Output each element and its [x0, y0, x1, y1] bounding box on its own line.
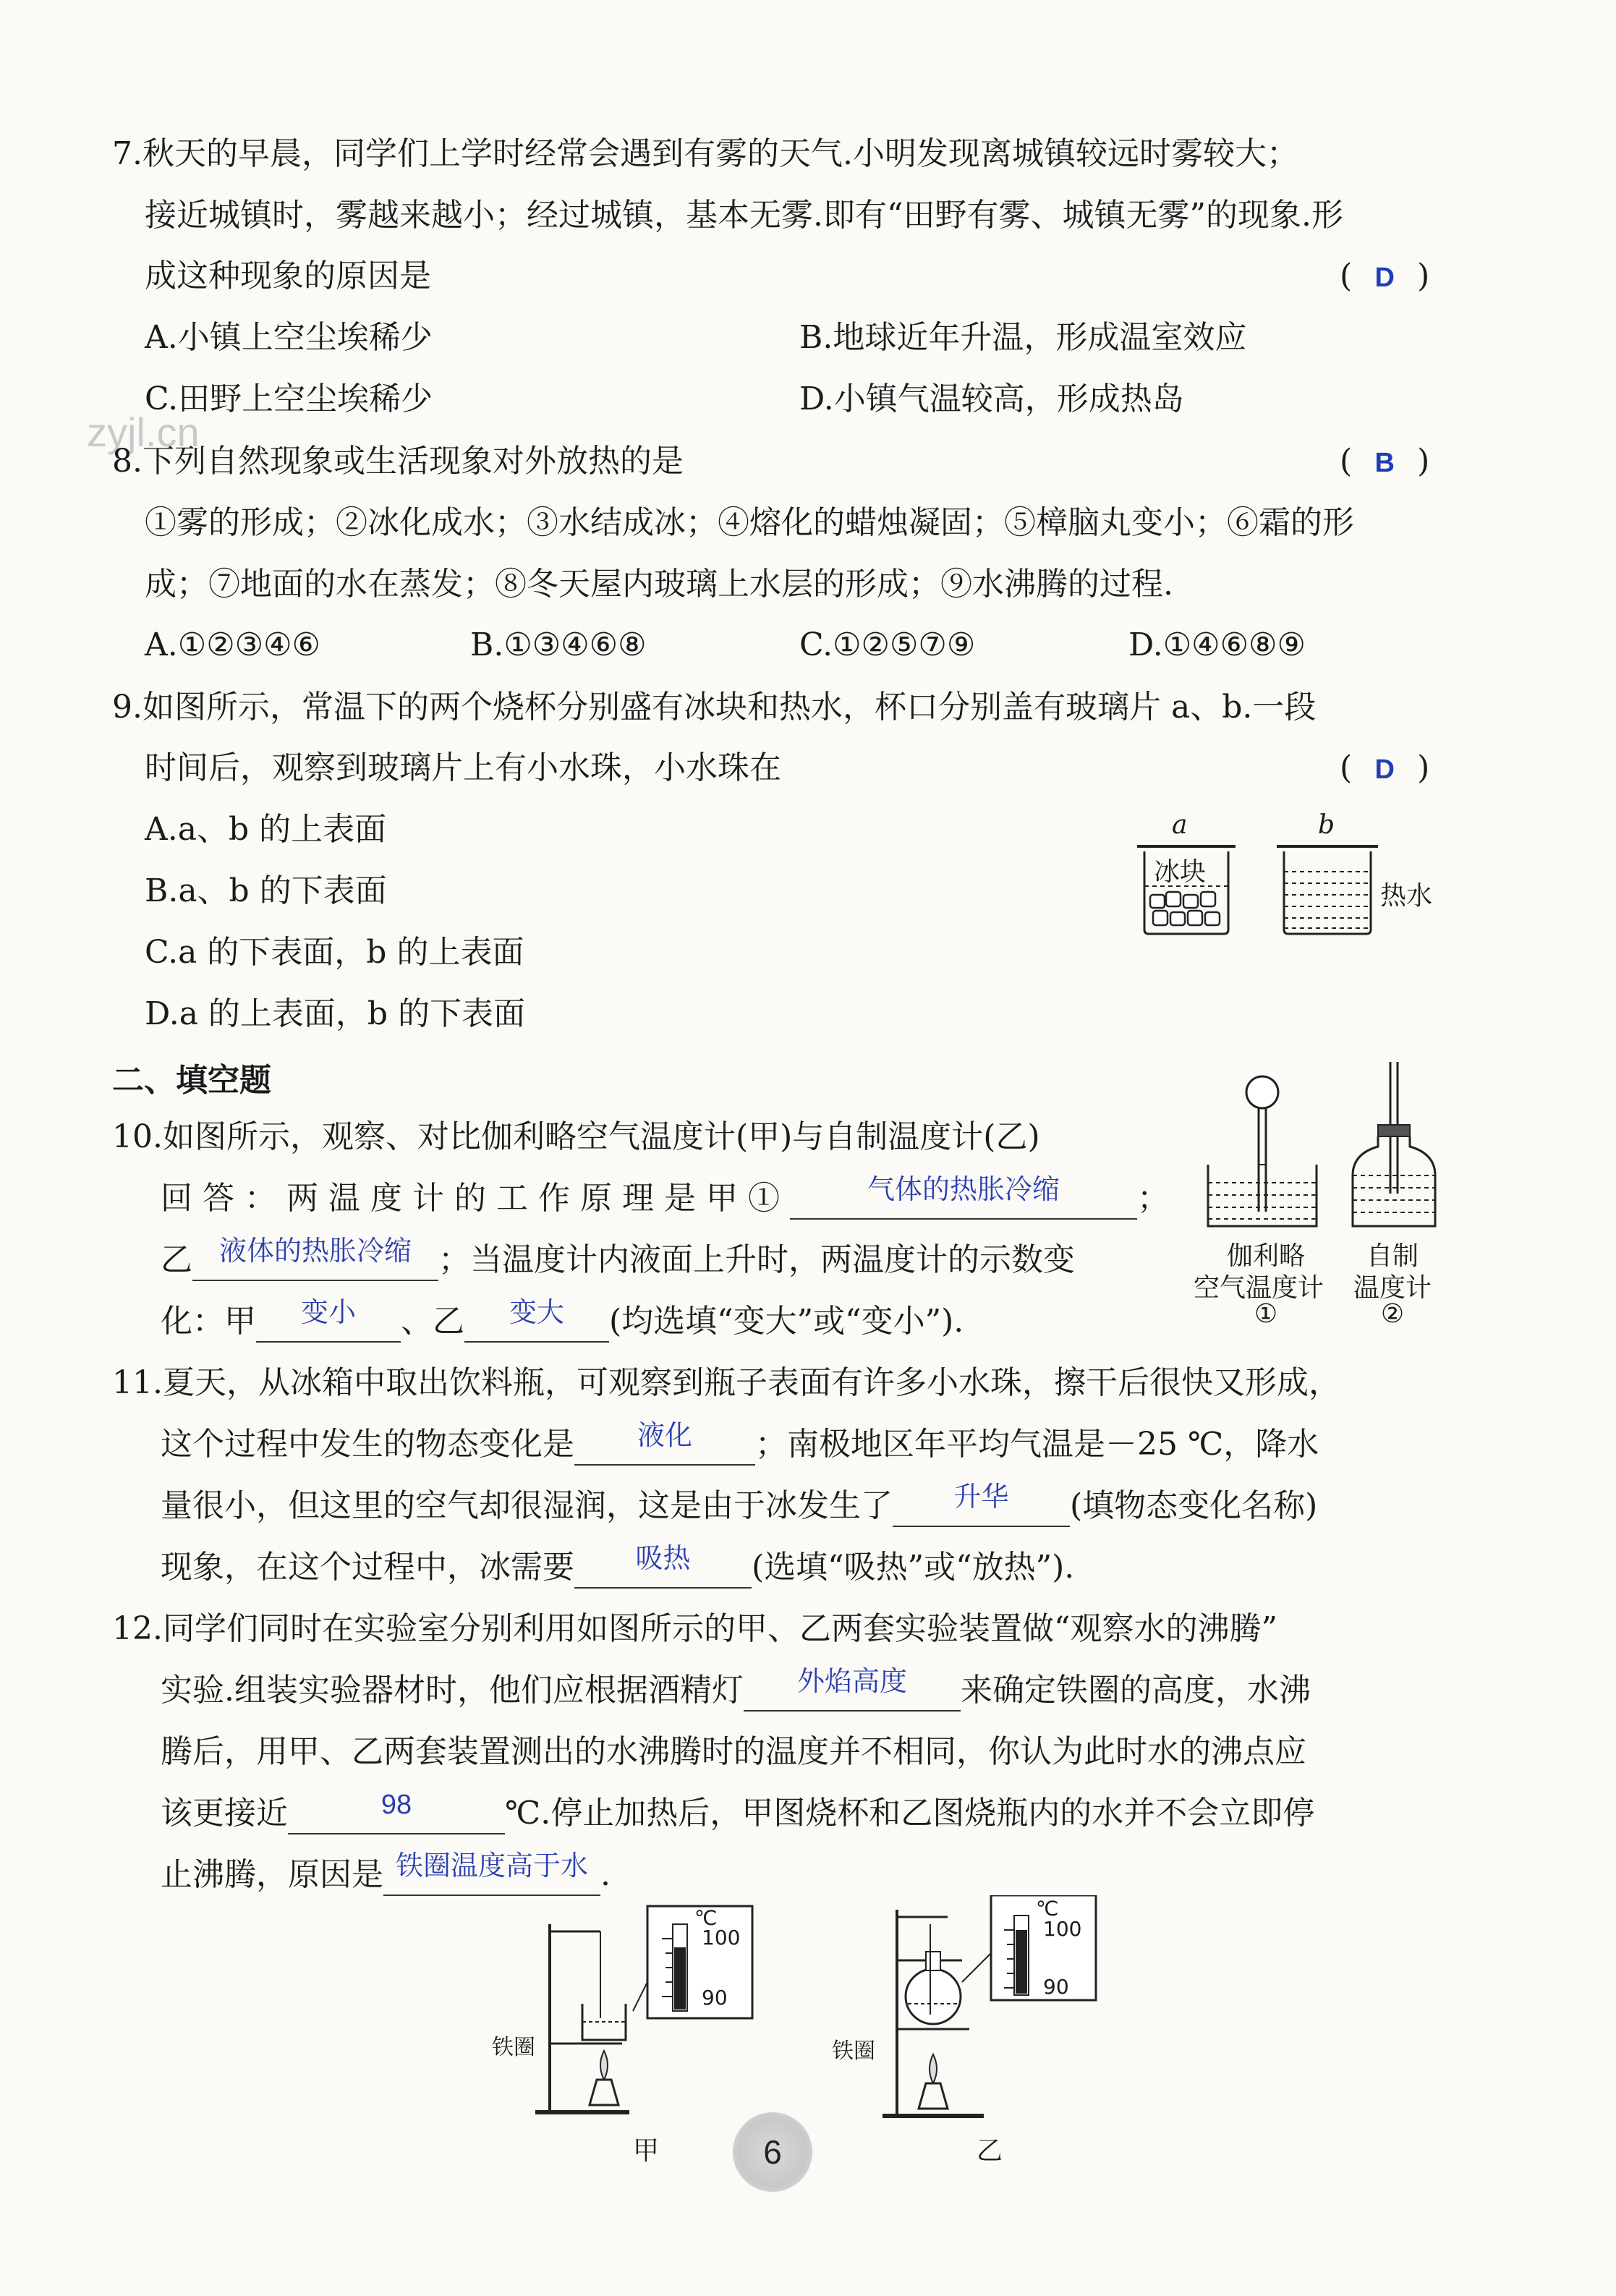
q9-option-d: D.a 的上表面，b 的下表面: [145, 995, 526, 1032]
q8-line-2: ①雾的形成；②冰化成水；③水结成冰；④熔化的蜡烛凝固；⑤樟脑丸变小；⑥霜的形: [145, 504, 1354, 541]
q11-blank-2-answer: 升华: [953, 1482, 1009, 1513]
q10-line-1: 10.如图所示，观察、对比伽利略空气温度计(甲)与自制温度计(乙): [112, 1118, 1040, 1155]
q9-line-1: 9.如图所示，常温下的两个烧杯分别盛有冰块和热水，杯口分别盖有玻璃片 a、b.一段: [112, 689, 1317, 726]
unit-label-right: ℃: [1036, 1897, 1059, 1921]
q9-option-b: B.a、b 的下表面: [145, 872, 387, 909]
q12-blank-3-answer: 铁圈温度高于水: [395, 1851, 588, 1882]
q10-line-4-post: (均选填“变大”或“变小”).: [609, 1303, 964, 1340]
q9-answer: D: [1374, 754, 1395, 785]
ring-label-left: 铁圈: [492, 2035, 535, 2060]
q11-line-4: [161, 1546, 1074, 1589]
caption-jia: 甲: [633, 2136, 660, 2166]
tick-90-left: 90: [702, 1986, 728, 2010]
q10-line-4: [161, 1300, 964, 1343]
unit-label-left: ℃: [694, 1906, 718, 1930]
tick-100-left: 100: [702, 1926, 741, 1950]
ice-label: 冰块: [1154, 857, 1207, 887]
q12-blank-2-answer: 98: [380, 1790, 412, 1820]
q10-blank-4-answer: 变大: [509, 1298, 564, 1328]
q12-blank-1-answer: 外焰高度: [796, 1667, 907, 1697]
q10-line-4-mid: 、乙: [401, 1303, 464, 1340]
q8-option-b: B.①③④⑥⑧: [470, 626, 647, 663]
q7-answer-box: ( D ): [1340, 255, 1429, 299]
section-title: 二、填空题: [112, 1062, 271, 1099]
q11-blank-2: [893, 1482, 1070, 1527]
q12-line-4: [161, 1792, 1314, 1835]
q10-blank-4: [464, 1298, 609, 1343]
tick-100-right: 100: [1043, 1917, 1082, 1941]
q11-blank-1: [574, 1421, 755, 1466]
q11-line-4-post: (选填“吸热”或“放热”).: [752, 1549, 1075, 1586]
galileo-caption-1: 伽利略: [1226, 1241, 1305, 1271]
q10-blank-1-answer: 气体的热胀冷缩: [867, 1175, 1060, 1205]
q12-line-5: [161, 1853, 611, 1897]
q8-option-c: C.①②⑤⑦⑨: [799, 626, 976, 663]
homemade-number: ②: [1380, 1299, 1405, 1329]
homemade-caption-1: 自制: [1366, 1241, 1419, 1271]
q10-blank-3: [256, 1298, 401, 1343]
q9-option-a: A.a、b 的上表面: [145, 811, 387, 848]
tick-90-right: 90: [1043, 1975, 1069, 1999]
q8-option-d: D.①④⑥⑧⑨: [1128, 626, 1306, 663]
thermometers-drawing: [1179, 1056, 1454, 1237]
q7-option-d: D.小镇气温较高，形成热岛: [799, 380, 1184, 417]
q7-option-b: B.地球近年升温，形成温室效应: [799, 319, 1247, 356]
q10-line-2: [161, 1177, 1169, 1220]
q10-line-3-pre: 乙: [161, 1241, 192, 1278]
q11-line-1: 11.夏天，从冰箱中取出饮料瓶，可观察到瓶子表面有许多小水珠，擦干后很快又形成，: [112, 1364, 1340, 1401]
apparatus-drawing: [492, 1895, 1128, 2141]
q8-option-a: A.①②③④⑥: [145, 626, 320, 663]
q11-line-3-post: (填物态变化名称): [1070, 1487, 1318, 1524]
q11-line-2-pre: 这个过程中发生的物态变化是: [161, 1426, 574, 1463]
galileo-caption-2: 空气温度计: [1193, 1273, 1324, 1303]
q10-line-2-post: ；: [1137, 1180, 1169, 1217]
q10-line-3: [161, 1238, 1075, 1282]
q7-answer: D: [1374, 263, 1395, 293]
q11-line-3-pre: 量很小，但这里的空气却很湿润，这是由于冰发生了: [161, 1487, 893, 1524]
q11-line-3: [161, 1484, 1317, 1528]
q9-line-2: 时间后，观察到玻璃片上有小水珠，小水珠在: [145, 749, 781, 786]
q12-line-2-pre: 实验.组装实验器材时，他们应根据酒精灯: [161, 1672, 744, 1709]
q10-line-4-pre: 化：甲: [161, 1303, 256, 1340]
q10-blank-2-answer: 液体的热胀冷缩: [218, 1236, 412, 1267]
q11-line-2: [161, 1423, 1319, 1466]
caption-yi: 乙: [977, 2136, 1003, 2166]
q12-blank-2: [288, 1790, 505, 1834]
q10-thermometers-figure: [1179, 1056, 1454, 1345]
q9-option-c: C.a 的下表面，b 的上表面: [145, 934, 524, 971]
q8-line-1: 8.下列自然现象或生活现象对外放热的是: [112, 443, 684, 480]
q10-line-3-post: ；当温度计内液面上升时，两温度计的示数变: [438, 1241, 1075, 1278]
glass-a-label: a: [1172, 810, 1188, 840]
q7-option-a: A.小镇上空尘埃稀少: [145, 319, 433, 356]
q10-line-2-pre: 回答：两温度计的工作原理是甲①: [161, 1180, 790, 1217]
q11-blank-3: [574, 1544, 752, 1589]
q12-line-1: 12.同学们同时在实验室分别利用如图所示的甲、乙两套实验装置做“观察水的沸腾”: [112, 1610, 1277, 1647]
q12-line-4-post: ℃.停止加热后，甲图烧杯和乙图烧瓶内的水并不会立即停: [505, 1795, 1315, 1832]
q7-line-1: 7.秋天的早晨，同学们上学时经常会遇到有雾的天气.小明发现离城镇较远时雾较大；: [112, 135, 1298, 172]
q10-blank-2: [192, 1236, 438, 1281]
q11-line-2-post: ；南极地区年平均气温是－25 ℃，降水: [755, 1426, 1319, 1463]
q9-beakers-figure: [1128, 810, 1447, 951]
q8-answer-box: ( B ): [1340, 440, 1429, 485]
hot-water-label: 热水: [1380, 881, 1433, 911]
q10-blank-1: [790, 1175, 1137, 1220]
q12-line-4-pre: 该更接近: [161, 1795, 288, 1832]
q12-blank-1: [744, 1667, 961, 1712]
q12-line-2: [161, 1669, 1311, 1712]
q7-line-2: 接近城镇时，雾越来越小；经过城镇，基本无雾.即有“田野有雾、城镇无雾”的现象.形: [145, 197, 1343, 234]
q9-answer-box: ( D ): [1340, 747, 1429, 791]
q12-line-5-pre: 止沸腾，原因是: [161, 1856, 383, 1893]
q7-line-3: 成这种现象的原因是: [145, 258, 431, 294]
homemade-caption-2: 温度计: [1353, 1273, 1432, 1303]
q11-line-4-pre: 现象，在这个过程中，冰需要: [161, 1549, 574, 1586]
q8-line-3: 成；⑦地面的水在蒸发；⑧冬天屋内玻璃上水层的形成；⑨水沸腾的过程.: [145, 566, 1173, 603]
q12-blank-3: [383, 1851, 600, 1896]
watermark: zyjl.cn: [87, 409, 200, 455]
ring-label-right: 铁圈: [832, 2038, 875, 2064]
galileo-number: ①: [1254, 1299, 1278, 1329]
q12-line-5-post: .: [600, 1856, 611, 1893]
q7-option-c: C.田野上空尘埃稀少: [145, 380, 433, 417]
q11-blank-3-answer: 吸热: [635, 1544, 691, 1574]
q10-blank-3-answer: 变小: [300, 1298, 356, 1328]
glass-b-label: b: [1318, 810, 1335, 840]
q12-line-2-post: 来确定铁圈的高度，水沸: [961, 1672, 1311, 1709]
page-number: 6: [733, 2112, 812, 2192]
q8-answer: B: [1374, 448, 1395, 478]
q11-blank-1-answer: 液化: [637, 1421, 692, 1451]
q12-line-3: 腾后，用甲、乙两套装置测出的水沸腾时的温度并不相同，你认为此时水的沸点应: [161, 1733, 1306, 1770]
